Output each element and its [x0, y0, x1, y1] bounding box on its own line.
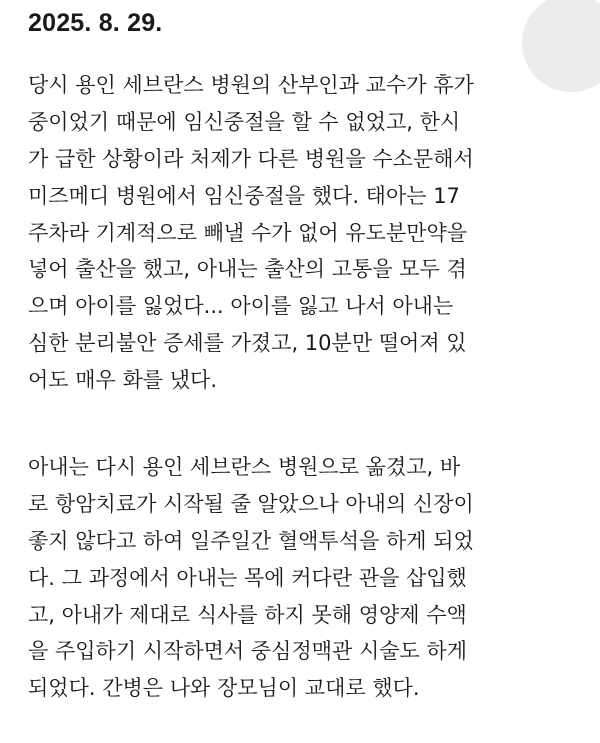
text-line: 되었다. 간병은 나와 장모님이 교대로 했다. [28, 676, 420, 701]
text-line: 미즈메디 병원에서 임신중절을 했다. 태아는 17 [28, 183, 460, 208]
text-line: 넣어 출산을 했고, 아내는 출산의 고통을 모두 겪 [28, 257, 467, 282]
paragraph-1 [28, 67, 588, 399]
text-line: 아내는 다시 용인 세브란스 병원으로 옮겼고, 바 [28, 455, 461, 479]
text-line: 심한 분리불안 증세를 가졌고, 10분만 떨어져 있 [28, 331, 467, 356]
text-line: 어도 매우 화를 냈다. [28, 368, 217, 393]
text-line: 다. 그 과정에서 아내는 목에 커다란 관을 삽입했 [28, 565, 467, 590]
paragraph-2 [28, 449, 588, 707]
text-line: 고, 아내가 제대로 식사를 하지 못해 영양제 수액 [28, 602, 467, 627]
text-line: 가 급한 상황이라 처제가 다른 병원을 수소문해서 [28, 146, 474, 171]
text-line: 을 주입하기 시작하면서 중심정맥관 시술도 하게 [28, 639, 468, 664]
text-line: 로 항암치료가 시작될 줄 알았으나 아내의 신장이 [28, 491, 474, 516]
text-line: 좋지 않다고 하여 일주일간 혈액투석을 하게 되었 [28, 528, 474, 553]
text-line: 주차라 기계적으로 빼낼 수가 없어 유도분만약을 [28, 220, 468, 245]
text-line: 으며 아이를 잃었다... 아이를 잃고 나서 아내는 [28, 294, 454, 319]
text-line: 중이었기 때문에 임신중절을 할 수 없었고, 한시 [28, 109, 461, 134]
text-line: 당시 용인 세브란스 병원의 산부인과 교수가 휴가 [28, 73, 474, 97]
post-date: 2025. 8. 29. [28, 9, 163, 37]
